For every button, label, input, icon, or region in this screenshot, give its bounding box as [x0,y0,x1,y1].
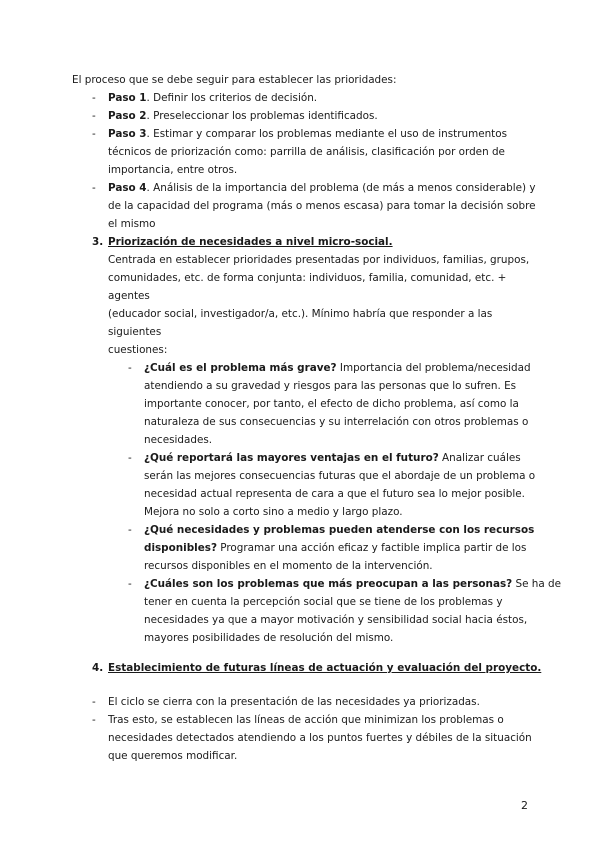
intro-text: El proceso que se debe seguir para establecer las prioridades: [72,74,397,86]
section-4-heading: Establecimiento de futuras líneas de actuación y evaluación del proyecto. [108,662,542,674]
question-4-line: necesidades ya que a mayor motivación y sensibilidad social hacia éstos, [144,614,528,626]
bullet-dash: - [92,696,96,708]
question-2-line: serán las mejores consecuencias futuras que el abordaje de un problema o [144,470,536,482]
paso-text: . Análisis de la importancia del problema (de más a menos considerable) y [146,182,536,194]
paso-text: . Definir los criterios de decisión. [146,92,318,104]
section-4-item-2: Tras esto, se establecen las líneas de acción que minimizan los problemas o [108,714,504,726]
paso-4-line-2: de la capacidad del programa (más o menos escasa) para tomar la decisión sobre [108,200,536,212]
paso-4-line-3: el mismo [108,218,156,230]
paso-label: Paso 3 [108,128,147,140]
section-3-body-line: siguientes [108,326,162,338]
page-number: 2 [521,799,528,812]
section-3-body-line: comunidades, etc. de forma conjunta: individuos, familia, comunidad, etc. + [108,272,507,284]
question-4-line: mayores posibilidades de resolución del mismo. [144,632,394,644]
paso-1 [108,90,317,108]
question-1-line: naturaleza de sus consecuencias y su interrelación con otros problemas o [144,416,529,428]
bullet-dash: - [128,524,132,536]
question-3-line [144,540,526,558]
question-bold: ¿Cuáles son los problemas que más preocupan a las personas? [144,578,513,590]
bullet-dash: - [128,578,132,590]
paso-3 [108,126,507,144]
paso-3-line-3: importancia, entre otros. [108,164,238,176]
bullet-dash: - [92,128,96,140]
question-bold: disponibles? [144,542,217,554]
question-2-line: necesidad actual representa de cara a que el futuro sea lo mejor posible. [144,488,525,500]
paso-text: . Estimar y comparar los problemas mediante el uso de instrumentos [146,128,508,140]
section-3-body-line: agentes [108,290,150,302]
question-3: ¿Qué necesidades y problemas pueden atenderse con los recursos [144,524,535,536]
question-1 [144,360,531,378]
question-rest: Importancia del problema/necesidad [336,362,531,374]
bullet-dash: - [128,452,132,464]
question-1-line: importante conocer, por tanto, el efecto de dicho problema, así como la [144,398,519,410]
section-3-number: 3. [92,236,104,248]
question-1-line: atendiendo a su gravedad y riesgos para las personas que lo sufren. Es [144,380,517,392]
bullet-dash: - [92,182,96,194]
question-rest: Programar una acción eficaz y factible implica partir de los [216,542,527,554]
paso-label: Paso 1 [108,92,147,104]
bullet-dash: - [128,362,132,374]
bullet-dash: - [92,714,96,726]
paso-3-line-2: técnicos de priorización como: parrilla de análisis, clasificación por orden de [108,146,505,158]
section-4-number: 4. [92,662,104,674]
section-4-item-2-line: necesidades detectados atendiendo a los puntos fuertes y débiles de la situación [108,732,532,744]
question-2 [144,450,521,468]
question-1-line: necesidades. [144,434,213,446]
bullet-dash: - [92,92,96,104]
question-3-line: recursos disponibles en el momento de la intervención. [144,560,433,572]
question-4 [144,576,561,594]
question-rest: Se ha de [512,578,562,590]
paso-2 [108,108,378,126]
paso-label: Paso 4 [108,182,147,194]
question-2-line: Mejora no solo a corto sino a medio y largo plazo. [144,506,403,518]
section-3-body-line: Centrada en establecer prioridades presentadas por individuos, familias, grupos, [108,254,530,266]
section-4-item-2-line: que queremos modificar. [108,750,238,762]
section-3-body-line: (educador social, investigador/a, etc.). Mínimo habría que responder a las [108,308,493,320]
paso-text: . Preseleccionar los problemas identificados. [146,110,378,122]
question-rest: Analizar cuáles [438,452,521,464]
question-bold: ¿Cuál es el problema más grave? [144,362,337,374]
bullet-dash: - [92,110,96,122]
paso-label: Paso 2 [108,110,147,122]
question-bold: ¿Qué reportará las mayores ventajas en el futuro? [144,452,439,464]
section-3-heading: Priorización de necesidades a nivel micro-social. [108,236,393,248]
paso-4 [108,180,536,198]
section-4-item-1: El ciclo se cierra con la presentación de las necesidades ya priorizadas. [108,696,480,708]
question-4-line: tener en cuenta la percepción social que se tiene de los problemas y [144,596,503,608]
section-3-body-line: cuestiones: [108,344,168,356]
